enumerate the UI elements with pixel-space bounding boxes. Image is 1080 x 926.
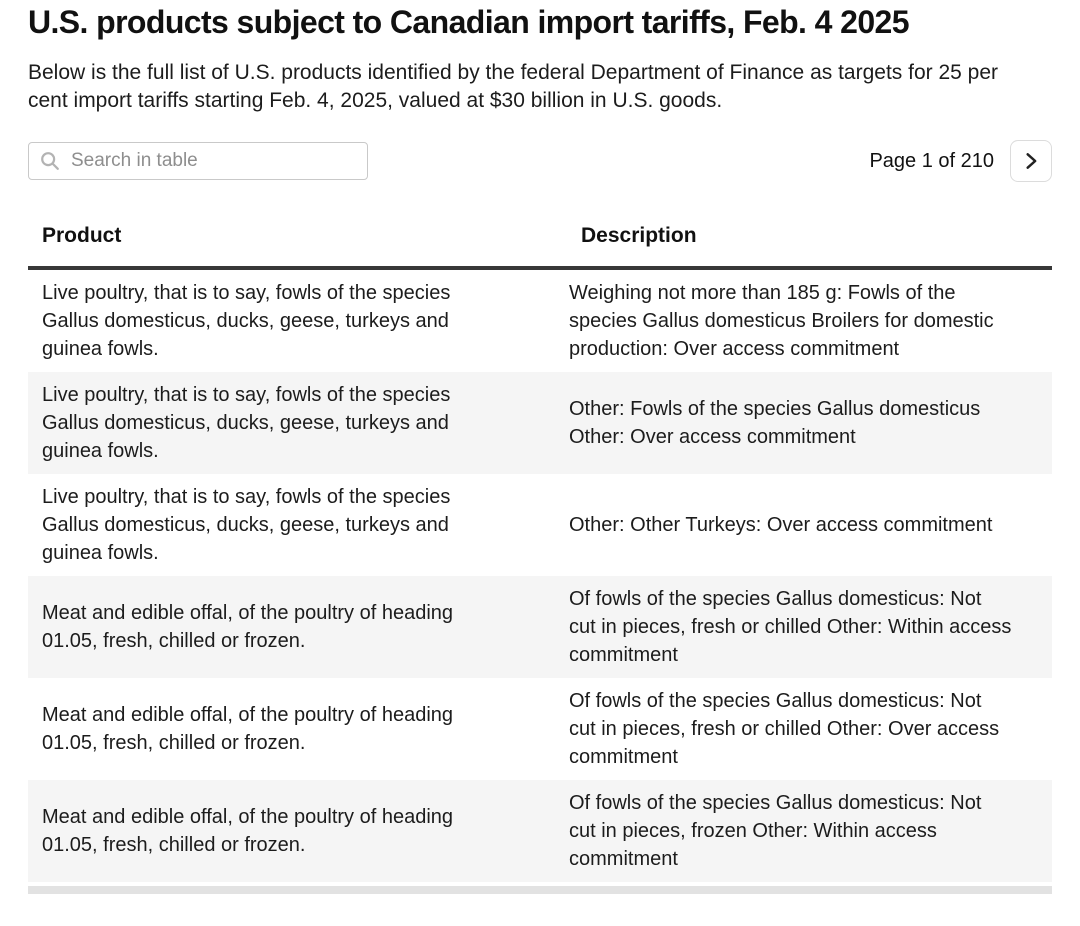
table-row	[28, 576, 1052, 678]
tariff-products-table	[28, 224, 1052, 882]
description-cell: Of fowls of the species Gallus domesticus: Not cut in pieces, fresh or chilled Other: Within access commitment	[569, 588, 1012, 666]
column-header-product: Product	[28, 224, 567, 268]
page-title: U.S. products subject to Canadian import tariffs, Feb. 4 2025	[28, 4, 909, 40]
table-row	[28, 372, 1052, 474]
product-cell: Live poultry, that is to say, fowls of the species Gallus domesticus, ducks, geese, turkeys and guinea fowls.	[42, 282, 451, 360]
description-cell: Of fowls of the species Gallus domesticus: Not cut in pieces, frozen Other: Within access commitment	[569, 792, 982, 870]
next-page-button[interactable]	[1010, 140, 1052, 182]
table-toolbar	[28, 140, 1052, 182]
product-cell: Live poultry, that is to say, fowls of the species Gallus domesticus, ducks, geese, turkeys and guinea fowls.	[42, 384, 451, 462]
search-input[interactable]	[71, 150, 357, 172]
table-row	[28, 474, 1052, 576]
product-cell: Meat and edible offal, of the poultry of heading 01.05, fresh, chilled or frozen.	[42, 806, 454, 856]
description-cell: Weighing not more than 185 g: Fowls of the species Gallus domesticus Broilers for domestic production: Over access commitment	[569, 282, 994, 360]
page-subtitle: Below is the full list of U.S. products identified by the federal Department of Finance as targets for 25 per cent import tariffs starting Feb. 4, 2025, valued at $30 billion in U.S. goods.	[28, 61, 998, 112]
next-row-sliver	[28, 886, 1052, 894]
product-cell: Meat and edible offal, of the poultry of heading 01.05, fresh, chilled or frozen.	[42, 704, 454, 754]
product-cell: Live poultry, that is to say, fowls of the species Gallus domesticus, ducks, geese, turkeys and guinea fowls.	[42, 486, 451, 564]
table-row	[28, 268, 1052, 372]
chevron-right-icon	[1021, 151, 1041, 171]
description-cell: Other: Other Turkeys: Over access commitment	[569, 514, 993, 536]
table-body	[28, 268, 1052, 882]
column-header-description: Description	[567, 224, 1052, 268]
search-box[interactable]	[28, 142, 368, 180]
table-header	[28, 224, 1052, 268]
table-row	[28, 780, 1052, 882]
description-cell: Of fowls of the species Gallus domesticus: Not cut in pieces, fresh or chilled Other: Over access commitment	[569, 690, 1000, 768]
page-indicator: Page 1 of 210	[869, 149, 994, 172]
search-icon	[39, 150, 61, 172]
description-cell: Other: Fowls of the species Gallus domesticus Other: Over access commitment	[569, 398, 981, 448]
table-row	[28, 678, 1052, 780]
pagination	[869, 140, 1052, 182]
product-cell: Meat and edible offal, of the poultry of heading 01.05, fresh, chilled or frozen.	[42, 602, 454, 652]
